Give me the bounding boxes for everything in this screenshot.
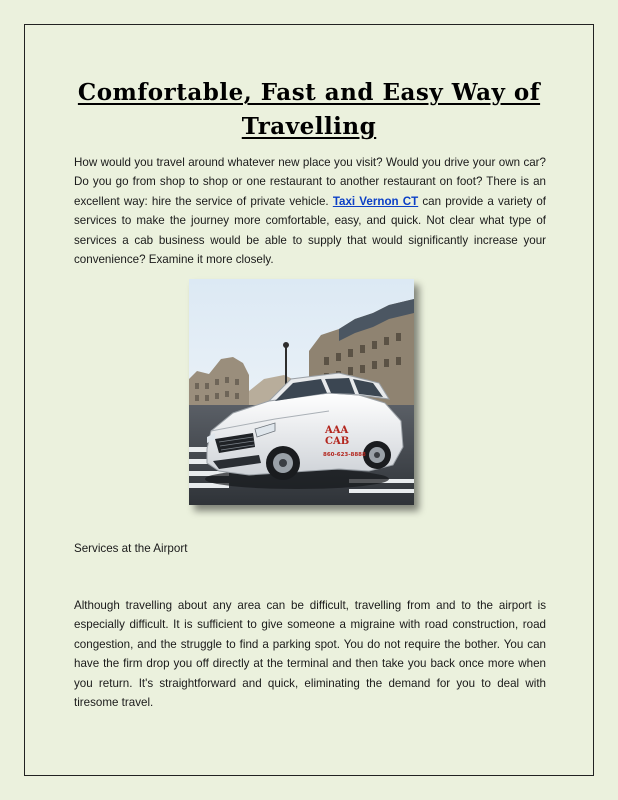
airport-services-paragraph: Although travelling about any area can be difficult, travelling from and to the airport is especially difficult. It is sufficient to give someone a migraine with road construction, road congestion, and the struggle to find a parking spot. You do not require the bother. You can have the firm drop you off directly at the terminal and then take you back once more when you return. It's straightforward and quick, eliminating the demand for you to deal with tiresome travel. xyxy=(74,599,546,710)
taxi-photo xyxy=(189,279,414,505)
taxi-illustration xyxy=(189,279,414,505)
cab-phone-number: 860-623-8888 xyxy=(323,452,366,458)
taxi-vernon-link[interactable]: Taxi Vernon CT xyxy=(332,194,419,208)
cab-logo-line1: AAA xyxy=(325,425,349,436)
intro-paragraph xyxy=(74,153,546,269)
cab-logo-line2: CAB xyxy=(325,436,350,447)
page-title: Comfortable, Fast and Easy Way of Travelling xyxy=(77,79,541,140)
section-heading: Services at the Airport xyxy=(74,542,188,555)
intro-text-after-link: can provide a variety of services to make the journey more comfortable, easy, and quick. Not clear what type of services a cab business would be able to supply that would significantly increase your convenience? Examine it more closely. xyxy=(74,194,546,267)
intro-text-before-link: How would you travel around whatever new place you visit? Would you drive your own car? Do you go from shop to shop or one restaurant to another restaurant on foot? There is an excellent way: hire the service of private vehicle. xyxy=(74,156,546,208)
